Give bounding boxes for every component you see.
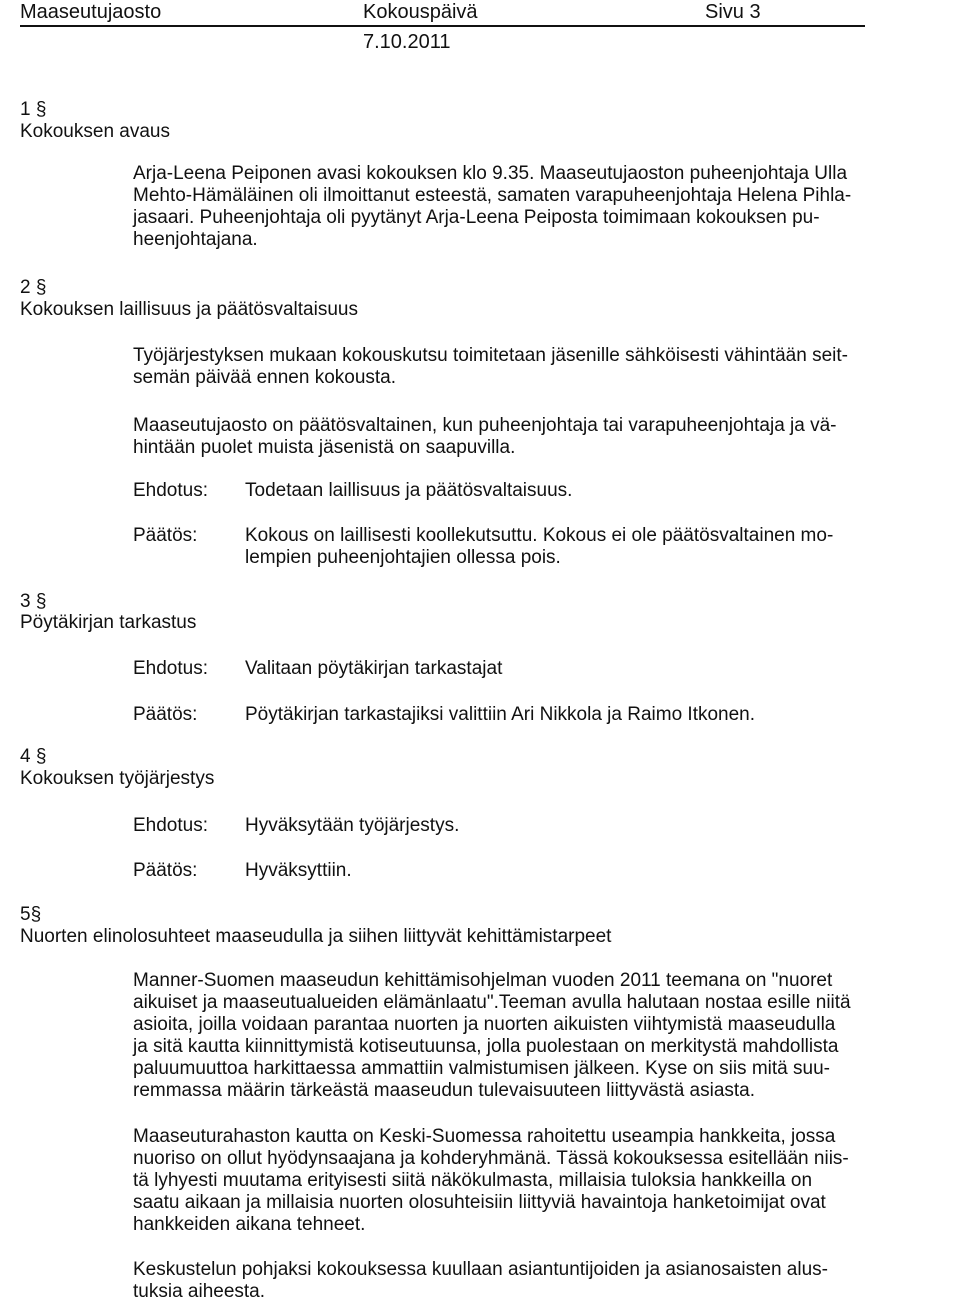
text-line: nuoriso on ollut hyödynsaajana ja kohderyhmänä. Tässä kokouksessa esitellään niis- [133, 1148, 849, 1169]
text-line: saatu aikaan ja millaisia nuorten olosuhteisiin liittyviä havaintoja hanketoimijat ovat [133, 1192, 826, 1213]
header-date: 7.10.2011 [363, 31, 451, 53]
text-line: heenjohtajana. [133, 229, 258, 250]
section-5-paragraph-3 [133, 1259, 863, 1303]
header-page-number: Sivu 3 [705, 1, 761, 23]
section-1-paragraph-1 [133, 163, 863, 251]
section-2-paragraph-1 [133, 345, 863, 389]
text-line: Maaseuturahaston kautta on Keski-Suomessa rahoitettu useampia hankkeita, jossa [133, 1126, 836, 1147]
text-line: asioita, joilla voidaan parantaa nuorten ja nuorten aikuisten viihtymistä maaseudulla [133, 1014, 836, 1035]
text-line: tä lyhyesti muutama erityisesti siitä näkökulmasta, millaisia tuloksia hankkeilla on [133, 1170, 813, 1191]
header-organization: Maaseutujaosto [20, 1, 162, 23]
section-2-proposal-label: Ehdotus: [133, 480, 208, 501]
section-4-decision-label: Päätös: [133, 860, 198, 881]
section-4-proposal-label: Ehdotus: [133, 815, 208, 836]
text-line: Työjärjestyksen mukaan kokouskutsu toimitetaan jäsenille sähköisesti vähintään seit- [133, 345, 848, 366]
section-2-number: 2 § [20, 277, 47, 298]
section-4-title: Kokouksen työjärjestys [20, 768, 215, 789]
section-4-decision [245, 860, 352, 882]
text-line: Hyväksyttiin. [245, 860, 352, 881]
section-2-proposal [245, 480, 572, 502]
text-line: Manner-Suomen maaseudun kehittämisohjelman vuoden 2011 teemana on "nuoret [133, 970, 833, 991]
text-line: Valitaan pöytäkirjan tarkastajat [245, 658, 503, 679]
text-line: jasaari. Puheenjohtaja oli pyytänyt Arja-Leena Peiposta toimimaan kokouksen pu- [133, 207, 820, 228]
text-line: Kokous on laillisesti koollekutsuttu. Kokous ei ole päätösvaltainen mo- [245, 525, 834, 546]
section-2-paragraph-2 [133, 415, 863, 459]
section-5-paragraph-1 [133, 970, 863, 1102]
section-1-number: 1 § [20, 99, 47, 120]
text-line: Todetaan laillisuus ja päätösvaltaisuus. [245, 480, 573, 501]
section-5-paragraph-2 [133, 1126, 863, 1236]
section-3-title: Pöytäkirjan tarkastus [20, 612, 197, 633]
section-3-decision-label: Päätös: [133, 704, 198, 725]
text-line: hankkeiden aikana tehneet. [133, 1214, 366, 1235]
text-line: Hyväksytään työjärjestys. [245, 815, 460, 836]
section-2-decision-label: Päätös: [133, 525, 198, 546]
section-3-decision [245, 704, 755, 726]
text-line: remmassa määrin tärkeästä maaseudun tulevaisuuteen liittyvästä asiasta. [133, 1080, 756, 1101]
text-line: lempien puheenjohtajien ollessa pois. [245, 547, 561, 568]
text-line: Pöytäkirjan tarkastajiksi valittiin Ari Nikkola ja Raimo Itkonen. [245, 704, 756, 725]
section-4-proposal [245, 815, 459, 837]
section-5-number: 5§ [20, 904, 42, 925]
section-5-title: Nuorten elinolosuhteet maaseudulla ja siihen liittyvät kehittämistarpeet [20, 926, 612, 947]
text-line: tuksia aiheesta. [133, 1281, 266, 1302]
text-line: Mehto-Hämäläinen oli ilmoittanut esteestä, samaten varapuheenjohtaja Helena Pihla- [133, 185, 852, 206]
text-line: hintään puolet muista jäsenistä on saapuvilla. [133, 437, 516, 458]
section-4-number: 4 § [20, 746, 47, 767]
text-line: aikuiset ja maaseutualueiden elämänlaatu".Teeman avulla halutaan nostaa esille niitä [133, 992, 851, 1013]
header-doc-type: Kokouspäivä [363, 1, 478, 23]
text-line: Arja-Leena Peiponen avasi kokouksen klo 9.35. Maaseutujaoston puheenjohtaja Ulla [133, 163, 848, 184]
text-line: ja sitä kautta kiinnittymistä kotiseutuunsa, jolla puolestaan on merkitystä mahdollista [133, 1036, 839, 1057]
section-2-title: Kokouksen laillisuus ja päätösvaltaisuus [20, 299, 358, 320]
section-1-title: Kokouksen avaus [20, 121, 170, 142]
section-3-number: 3 § [20, 591, 47, 612]
section-2-decision [245, 525, 833, 569]
text-line: paluumuuttoa harkittaessa ammattiin valmistumisen jälkeen. Kyse on siis mitä suu- [133, 1058, 830, 1079]
section-3-proposal [245, 658, 502, 680]
section-3-proposal-label: Ehdotus: [133, 658, 208, 679]
text-line: Keskustelun pohjaksi kokouksessa kuullaan asiantuntijoiden ja asianosaisten alus- [133, 1259, 828, 1280]
header-divider [20, 25, 865, 27]
text-line: semän päivää ennen kokousta. [133, 367, 397, 388]
text-line: Maaseutujaosto on päätösvaltainen, kun puheenjohtaja tai varapuheenjohtaja ja vä- [133, 415, 837, 436]
